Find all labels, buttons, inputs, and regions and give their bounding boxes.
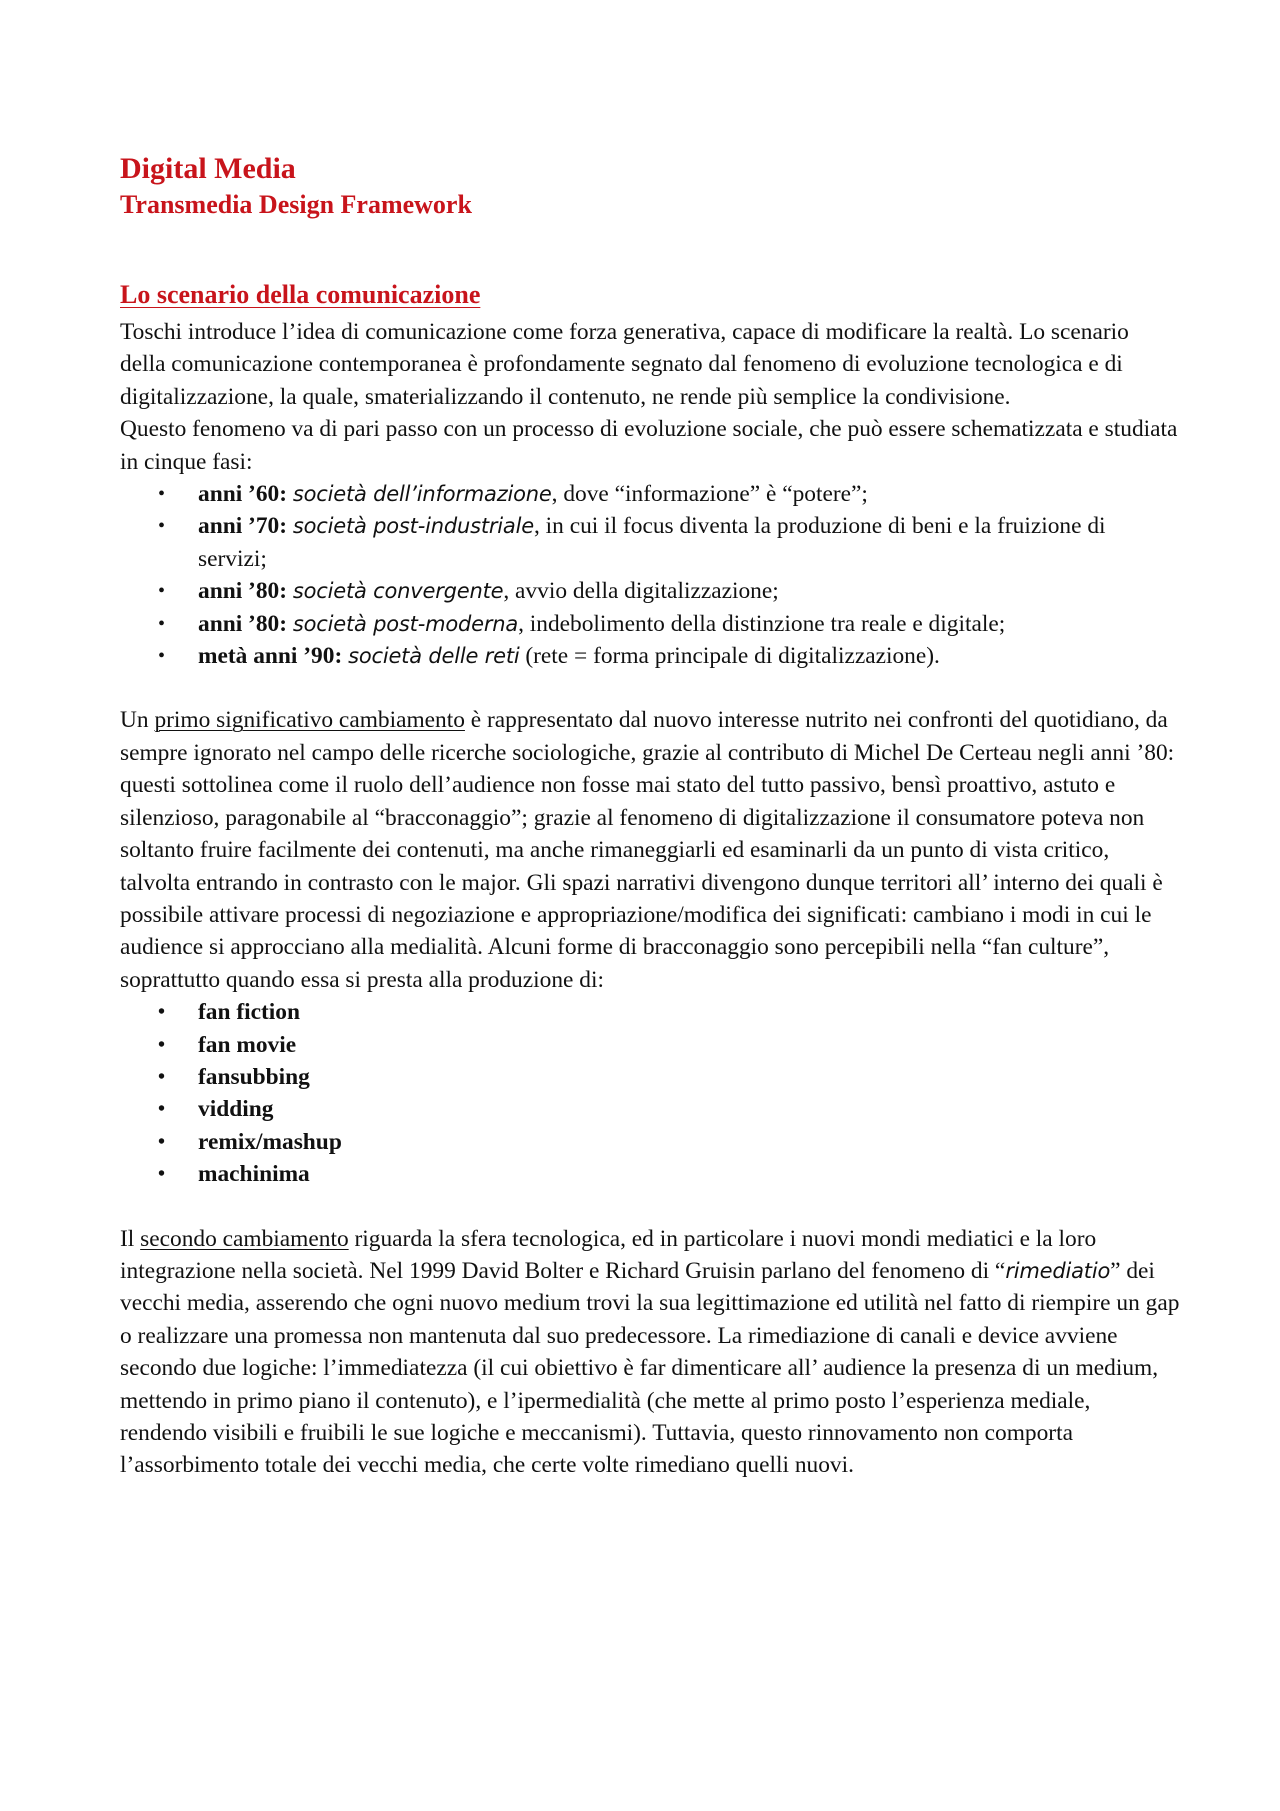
text-run: riguarda la sfera tecnologica, ed in particolare i nuovi mondi mediatici e la loro integrazione nella società. Nel 1999 David Bolter e Richard Gruisin parlano del fenomeno di “ — [120, 1225, 1097, 1284]
second-change-term: secondo cambiamento — [140, 1225, 349, 1252]
fan-form-item: • fan fiction — [198, 996, 1180, 1028]
fan-forms-list — [120, 996, 1180, 1190]
phase-description: , avvio della digitalizzazione; — [503, 578, 779, 605]
phase-item — [198, 575, 1180, 607]
document-subtitle: Transmedia Design Framework — [120, 190, 472, 219]
text-run: ” dei vecchi media, asserendo che ogni nuovo medium trovi la sua legittimazione ed utilità nel fatto di riempire un gap o realizzare una promessa non mantenuta dal suo predecessore. La rimediazione di canali e device avviene secondo due logiche: l’immediatezza (il cui obiettivo è far dimenticare all’ audience la presenza di un medium, mettendo in primo piano il contenuto), e l’ipermedialità (che mette al primo posto l’esperienza mediale, rendendo visibili e fruibili le sue logiche e meccanismi). Tuttavia, questo rinnovamento non comporta l’assorbimento totale dei vecchi media, che certe volte rimediano quelli nuovi. — [120, 1257, 1180, 1479]
paragraph-spacer — [120, 672, 1180, 704]
fan-form-item: • remix/mashup — [198, 1126, 1180, 1158]
phase-term: società convergente — [292, 579, 504, 604]
intro-paragraph-1: Toschi introduce l’idea di comunicazione come forza generativa, capace di modificare la realtà. Lo scenario della comunicazione contemporanea è profondamente segnato dal fenomeno di evoluzione tecnologica e di digitalizzazione, la quale, smaterializzando il contenuto, ne rende più semplice la condivisione. — [120, 319, 1129, 410]
phase-label: metà anni ’90: — [198, 643, 343, 670]
text-run: Il — [120, 1225, 141, 1252]
phase-term: società post-moderna — [292, 611, 519, 636]
phase-item — [198, 640, 1180, 672]
phase-label: anni ’80: — [198, 610, 288, 637]
phase-item — [198, 510, 1180, 575]
phase-description: , in cui il focus diventa la produzione di beni e la fruizione di servizi; — [198, 513, 1106, 572]
phase-term: società delle reti — [348, 644, 520, 669]
paragraph-spacer — [120, 1191, 1180, 1223]
phase-label: anni ’60: — [198, 481, 288, 508]
phases-list — [120, 478, 1180, 672]
phase-label: anni ’70: — [198, 513, 288, 540]
fan-form-item: • vidding — [198, 1093, 1180, 1125]
phase-label: anni ’80: — [198, 578, 288, 605]
fan-form-item: • machinima — [198, 1158, 1180, 1190]
section-heading: Lo scenario della comunicazione — [120, 280, 481, 309]
first-change-paragraph — [120, 704, 1180, 996]
document-title: Digital Media — [120, 152, 296, 185]
phase-description: (rete = forma principale di digitalizzazione). — [519, 643, 940, 670]
intro-paragraph-2: Questo fenomeno va di pari passo con un processo di evoluzione sociale, che può essere schematizzata e studiata in cinque fasi: — [120, 416, 1178, 475]
document-body — [120, 150, 1180, 1482]
phase-item — [198, 478, 1180, 510]
phase-description: , dove “informazione” è “potere”; — [551, 481, 868, 508]
second-change-paragraph — [120, 1223, 1180, 1482]
phase-term: società dell’informazione — [292, 482, 552, 507]
phase-description: , indebolimento della distinzione tra reale e digitale; — [518, 610, 1006, 637]
phase-item — [198, 608, 1180, 640]
rimediatio-term: rimediatio — [1005, 1258, 1111, 1283]
fan-form-item: • fan movie — [198, 1029, 1180, 1061]
first-change-term: primo significativo cambiamento — [154, 707, 465, 734]
text-run: Un — [120, 707, 155, 734]
text-run: è rappresentato dal nuovo interesse nutrito nei confronti del quotidiano, da sempre ignorato nel campo delle ricerche sociologiche, grazie al contributo di Michel De Certeau negli anni ’80: questi sottolinea come il ruolo dell’audience non fosse mai stato del tutto passivo, bensì proattivo, astuto e silenzioso, paragonabile al “bracconaggio”; grazie al fenomeno di digitalizzazione il consumatore poteva non soltanto fruire facilmente dei contenuti, ma anche rimaneggiarli ed esaminarli da un punto di vista critico, talvolta entrando in contrasto con le major. Gli spazi narrativi divengono dunque territori all’ interno dei quali è possibile attivare processi di negoziazione e appropriazione/modifica dei significati: cambiano i modi in cui le audience si approcciano alla medialità. Alcuni forme di bracconaggio sono percepibili nella “fan culture”, soprattutto quando essa si presta alla produzione di: — [120, 707, 1175, 993]
fan-form-item: • fansubbing — [198, 1061, 1180, 1093]
phase-term: società post-industriale — [292, 514, 534, 539]
